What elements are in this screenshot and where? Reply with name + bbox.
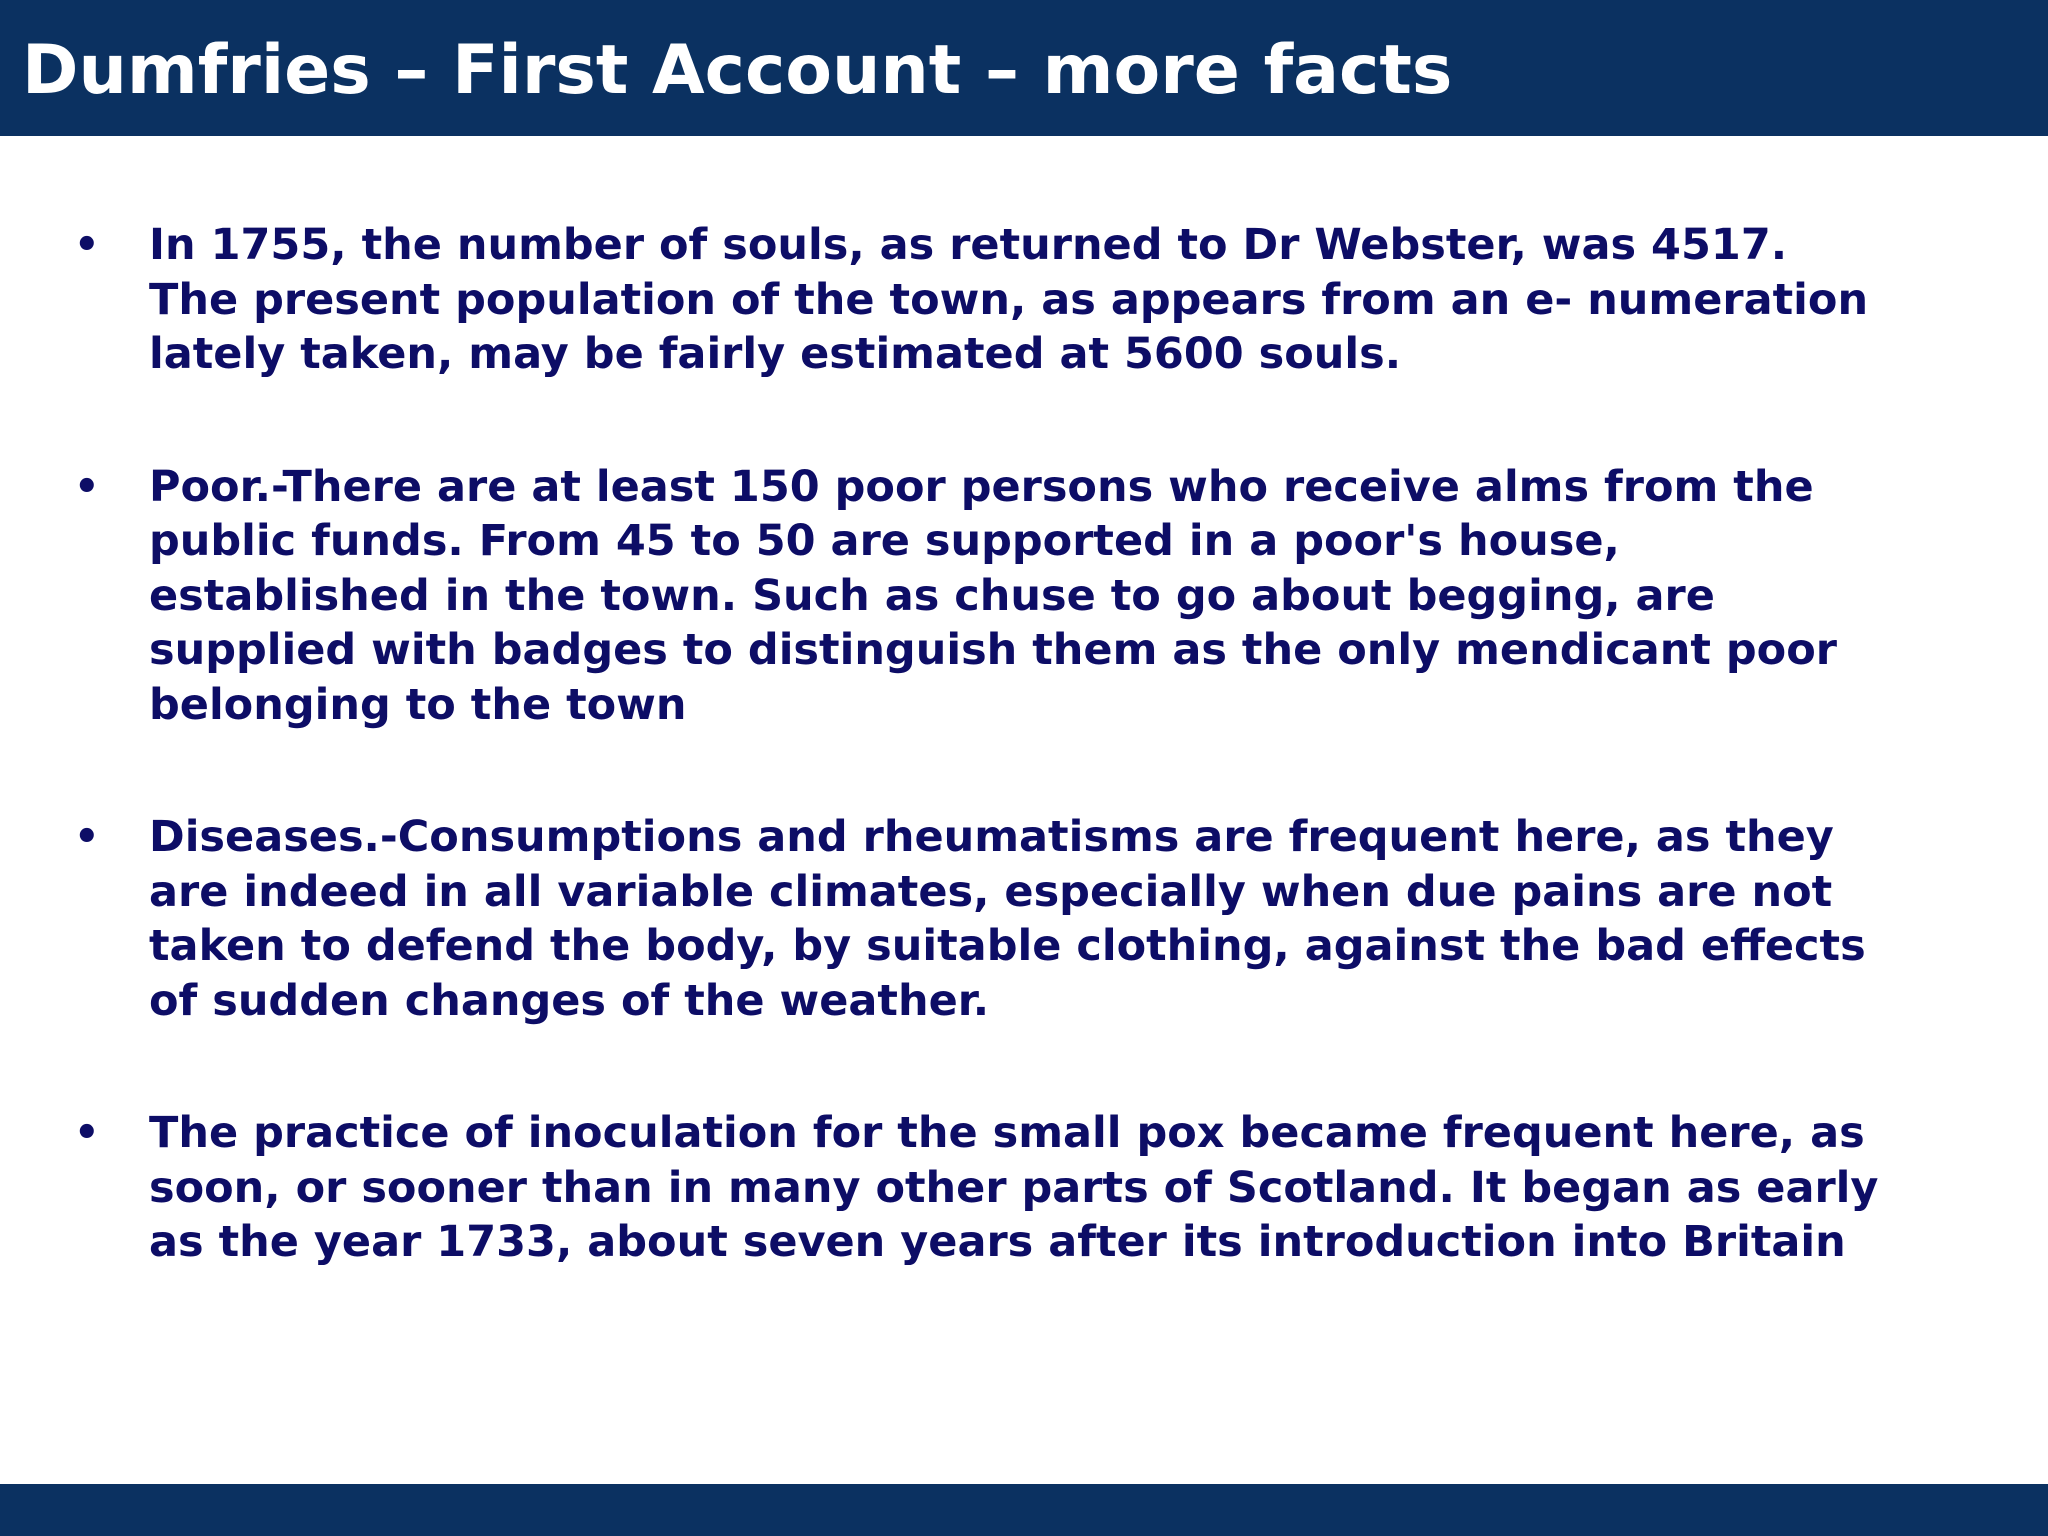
bullet-line: The present population of the town, as appears from an e- numeration [149,274,1869,325]
bullet-item [70,218,1990,382]
bullet-dot-icon: • [74,814,100,860]
bullet-item [70,1106,1990,1270]
title-bar [0,0,2048,136]
bullet-item [70,810,1990,1028]
bullet-line: as the year 1733, about seven years after its introduction into Britain [149,1217,1846,1267]
bullet-line: lately taken, may be fairly estimated at 5600 souls. [149,329,1402,379]
bullet-line: In 1755, the number of souls, as returned to Dr Webster, was 4517. [149,220,1788,270]
bullet-line: Poor.-There are at least 150 poor persons who receive alms from the [149,461,1814,512]
bullet-line: soon, or sooner than in many other parts of Scotland. It began as early [149,1162,1879,1213]
bullet-dot-icon: • [74,1110,100,1156]
bullet-line: supplied with badges to distinguish them as the only mendicant poor [149,625,1837,675]
slide-title: Dumfries – First Account – more facts [22,31,1453,110]
bullet-dot-icon: • [74,222,100,268]
bullet-list [70,218,1990,1348]
bullet-line: The practice of inoculation for the small pox became frequent here, as [149,1108,1865,1158]
bullet-line: of sudden changes of the weather. [149,975,990,1026]
bullet-line: belonging to the town [149,679,687,730]
bullet-line: taken to defend the body, by suitable clothing, against the bad effects [149,921,1866,971]
bullet-line: are indeed in all variable climates, especially when due pains are not [149,866,1833,917]
bullet-item [70,460,1990,733]
bullet-line: established in the town. Such as chuse to go about begging, are [149,570,1715,621]
bullet-dot-icon: • [74,463,100,510]
footer-bar [0,1484,2048,1536]
bullet-line: public funds. From 45 to 50 are supported in a poor's house, [149,516,1620,566]
bullet-line: Diseases.-Consumptions and rheumatisms are frequent here, as they [149,812,1834,862]
